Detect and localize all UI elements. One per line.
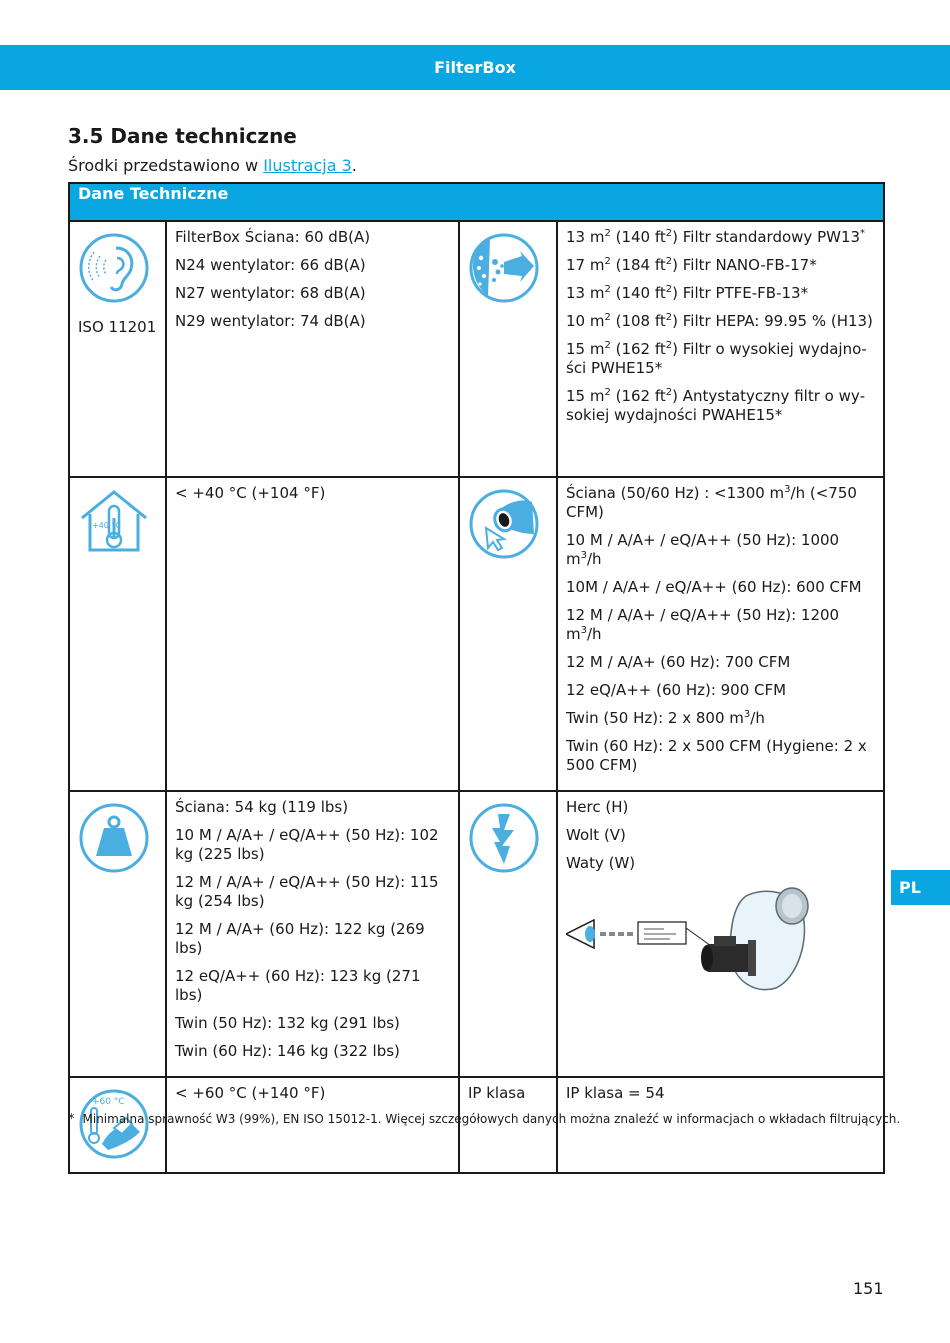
airflow-line: Ściana (50/60 Hz) : <1300 $m^3/h$ (<750 CFM)	[566, 484, 857, 521]
weight-values	[166, 791, 459, 1077]
filter-line: 15 $m^2$ (162 $ft^2$) Antystatyczny filtr o wysokiej wydajności PWAHE15*	[566, 387, 866, 424]
noise-line: N27 wentylator: 68 dB(A)	[175, 284, 366, 302]
weight-line: 12 M / A/A+ / eQ/A++ (50 Hz): 115 kg (254 lbs)	[175, 873, 439, 910]
electrical-line: Wolt (V)	[566, 826, 626, 844]
airflow-icon-cell	[459, 477, 557, 791]
intro-prefix: Środki przedstawiono w	[68, 156, 264, 175]
footnote-star: *	[68, 1112, 75, 1127]
ip-label: IP klasa	[468, 1084, 526, 1102]
language-tab: PL	[891, 870, 950, 905]
electrical-icon-cell	[459, 791, 557, 1077]
airflow-line: Twin (60 Hz): 2 x 500 CFM (Hygiene: 2 x 500 CFM)	[566, 737, 867, 774]
electrical-line: Waty (W)	[566, 854, 636, 872]
temperature-max-value	[166, 477, 459, 791]
airflow-line: 10M / A/A+ / eQ/A++ (60 Hz): 600 CFM	[566, 578, 862, 596]
airflow-line: Twin (50 Hz): 2 x 800 $m^3/h$	[566, 709, 765, 727]
weight-line: 10 M / A/A+ / eQ/A++ (50 Hz): 102 kg (225 lbs)	[175, 826, 439, 863]
airflow-line: 12 eQ/A++ (60 Hz): 900 CFM	[566, 681, 787, 699]
electrical-values	[557, 791, 884, 1077]
weight-line: Twin (50 Hz): 132 kg (291 lbs)	[175, 1014, 400, 1032]
ear-icon	[78, 232, 150, 304]
noise-line: FilterBox Ściana: 60 dB(A)	[175, 228, 371, 246]
temperature-max-text: < +40 °C (+104 °F)	[175, 484, 326, 502]
noise-line: N24 wentylator: 66 dB(A)	[175, 256, 366, 274]
footnote-text: Minimalna sprawność W3 (99%), EN ISO 15012-1. Więcej szczegółowych danych można znaleźć w informacjach o wkładach filtrujących.	[82, 1112, 901, 1126]
electrical-line: Herc (H)	[566, 798, 629, 816]
house-thermometer-label: +40 °C	[92, 521, 122, 530]
section-title: 3.5 Dane techniczne	[68, 124, 297, 148]
footnote	[68, 1112, 900, 1127]
lightning-icon	[468, 802, 540, 874]
hot-surface-label: +60 °C	[92, 1097, 125, 1107]
header-title: FilterBox	[434, 58, 516, 77]
weight-line: Ściana: 54 kg (119 lbs)	[175, 798, 349, 816]
technical-data-table	[68, 182, 885, 1174]
weight-line: 12 eQ/A++ (60 Hz): 123 kg (271 lbs)	[175, 967, 421, 1004]
noise-values	[166, 221, 459, 477]
noise-line: N29 wentylator: 74 dB(A)	[175, 312, 366, 330]
weight-line: 12 M / A/A+ (60 Hz): 122 kg (269 lbs)	[175, 920, 425, 957]
noise-icon-cell	[69, 221, 166, 477]
fan-rating-plate-illustration	[566, 882, 866, 1002]
weight-icon	[78, 802, 150, 874]
ip-value: IP klasa = 54	[566, 1084, 665, 1102]
house-thermometer-icon	[78, 488, 150, 554]
filter-line: 10 $m^2$ (108 $ft^2$) Filtr HEPA: 99.95 % (H13)	[566, 312, 873, 330]
filter-line: 15 $m^2$ (162 $ft^2$) Filtr o wysokiej wydajności PWHE15*	[566, 340, 867, 377]
filter-values	[557, 221, 884, 477]
airflow-line: 10 M / A/A+ / eQ/A++ (50 Hz): 1000 $m^3/h$	[566, 531, 840, 568]
illustration-link[interactable]: Ilustracja 3	[263, 156, 352, 175]
weight-icon-cell	[69, 791, 166, 1077]
airflow-values	[557, 477, 884, 791]
filter-airflow-icon	[468, 232, 540, 304]
filter-line: 13 $m^2$ (140 $ft^2$) Filtr standardowy PW13*	[566, 228, 866, 246]
header-bar	[0, 45, 950, 90]
filter-icon-cell	[459, 221, 557, 477]
weight-line: Twin (60 Hz): 146 kg (322 lbs)	[175, 1042, 400, 1060]
section-intro	[68, 156, 357, 175]
temperature-hot-text: < +60 °C (+140 °F)	[175, 1084, 326, 1102]
extraction-hose-icon	[468, 488, 540, 560]
airflow-line: 12 M / A/A+ / eQ/A++ (50 Hz): 1200 $m^3/h$	[566, 606, 840, 643]
airflow-line: 12 M / A/A+ (60 Hz): 700 CFM	[566, 653, 791, 671]
filter-line: 13 $m^2$ (140 $ft^2$) Filtr PTFE-FB-13*	[566, 284, 809, 302]
noise-norm: ISO 11201	[78, 318, 157, 336]
intro-suffix: .	[351, 156, 357, 175]
page-number: 151	[853, 1279, 884, 1298]
temperature-icon-cell	[69, 477, 166, 791]
table-heading: Dane Techniczne	[69, 183, 884, 221]
filter-line: 17 $m^2$ (184 $ft^2$) Filtr NANO-FB-17*	[566, 256, 817, 274]
